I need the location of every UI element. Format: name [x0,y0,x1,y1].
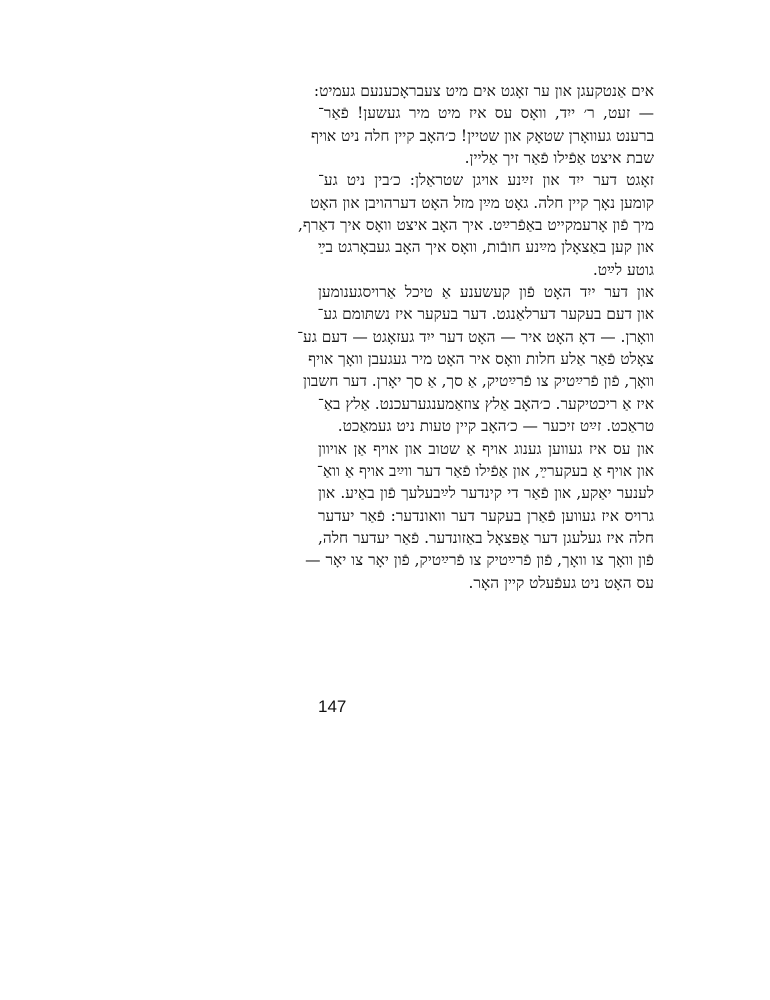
text-line: אים אַנטקעגן און ער זאָגט אים מיט צעבראָכענעם געמיט: [313,82,654,100]
text-line: מיך פֿון אָרעמקייט באַפֿרײַט. איך האָב איצט וואָס איך דאַרף, [298,216,654,235]
paragraph [298,169,654,281]
text-line: צאָלט פֿאַר אַלע חלות וואָס איר האָט מיר געגעבן וואָך אויף [308,350,654,369]
page-number: 147 [318,697,347,716]
text-line: איז אַ ריכטיקער. כ׳האָב אַלץ צוזאַמענגערעכנט. אַלץ באַ־ [317,394,654,413]
text-line: קומען נאָך קיין חלה. גאָט מײַן מזל האָט דערהויבן און האָט [310,193,654,212]
text-line: און דער ייִד האָט פֿון קעשענע אַ טיכל אַרויסגענומען [318,283,654,302]
text-line: וואָרן. — דאָ האָט איר — האָט דער ייִד געזאָגט — דעם גע־ [297,327,654,346]
text-line: — זעט, ר׳ ייִד, וואָס עס איז מיט מיר געשען! פֿאַר־ [318,104,654,123]
text-line: זאָגט דער ייִד און זײַנע אויגן שטראַלן: כ׳בין ניט גע־ [318,171,654,190]
text-line: ברענט געוואָרן שטאָק און שטיין! כ׳האָב קיין חלה ניט אויף [310,126,654,145]
paragraph [305,438,654,594]
text-line: און עס איז געווען גענוג אויף אַ שטוב און אויף אַן אויוון [318,439,654,458]
text-line: חלה איז געלעגן דער אַפּצאָל באַזונדער. פֿאַר יעדער חלה, [318,528,654,547]
text-line: און אויף אַ בעקערײַ, און אַפֿילו פֿאַר דער ווײַב אויף אַ וואַ־ [316,461,654,480]
paragraph [310,80,654,169]
paragraph [297,281,654,437]
text-line: טראַכט. זײַט זיכער — כ׳האָב קיין טעות ניט געמאַכט. [337,417,654,436]
text-line: שבת איצט אַפֿילו פֿאַר זיך אַליין. [464,149,654,168]
text-line: לענער יאַקע, און פֿאַר די קינדער לײַבעלעך פֿון באַיע. און [318,484,654,503]
text-line: און קען באַצאָלן מײַנע חובֿות, וואָס איך האָב געבאָרגט בײַ [318,238,654,257]
text-line: פֿון וואָך צו וואָך, פֿון פֿרײַטיק צו פֿרײַטיק, פֿון יאָר צו יאָר — [305,551,654,570]
body-text [297,80,654,594]
text-line: גרויס איז געווען פֿאַרן בעקער דער וואונדער: פֿאַר יעדער [318,506,654,525]
text-line: וואָך, פֿון פֿרײַטיק צו פֿרײַטיק, אַ סך, אַ סך יאָרן. דער חשבון [303,372,654,391]
text-line: עס האָט ניט געפֿעלט קיין האָר. [468,573,654,592]
text-line: און דעם בעקער דערלאַנגט. דער בעקער איז נשתּומם גע־ [317,305,654,324]
text-line: גוטע לײַט. [592,260,654,279]
